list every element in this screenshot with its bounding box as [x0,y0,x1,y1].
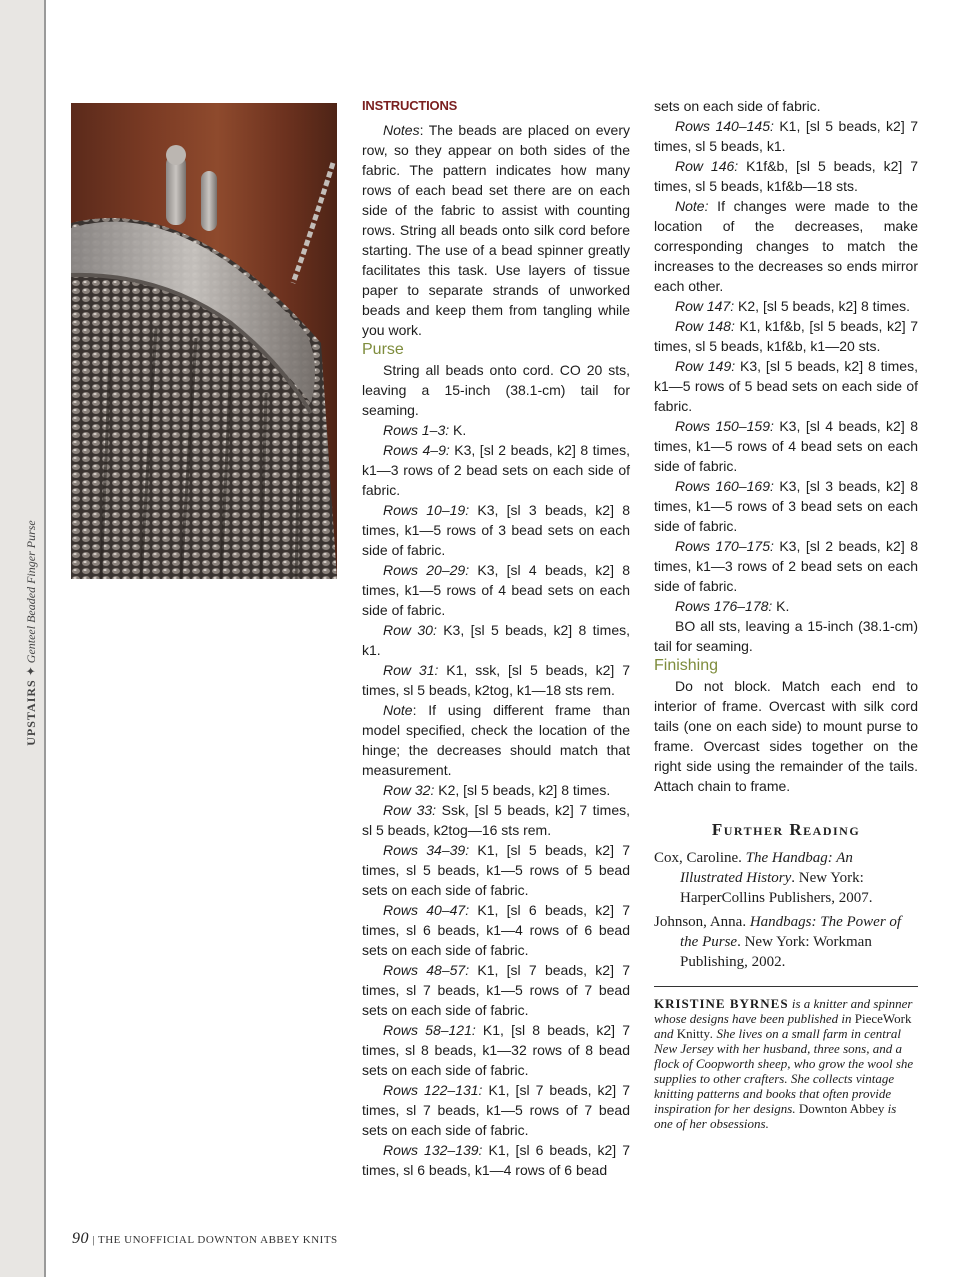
row-label: Rows 58–121: [383,1022,476,1038]
footer-separator: | [92,1234,95,1246]
bind-off-text: BO all sts, leaving a 15-inch (38.1-cm) tail for seaming. [654,618,918,654]
row-text: K3, [sl 2 beads, k2] 8 times, k1—3 rows of 2 bead sets on each side of fabric. [362,442,630,498]
running-side-label [24,443,42,823]
page-number: 90 [72,1230,89,1247]
row-text: K3, [sl 4 beads, k2] 8 times, k1—5 rows of 4 bead sets on each side of fabric. [654,418,918,474]
row-instruction [654,296,918,316]
row-text: K1f&b, [sl 5 beads, k2] 7 times, sl 5 beads, k1f&b—18 sts. [654,158,918,194]
notes-text: : The beads are placed on every row, so they appear on both sides of the fabric. The pattern indicates how many rows of each bead set there are on each side of the fabric to assist with counting rows. String all beads onto silk cord before starting. The use of a bead spinner greatly facilitates this task. Use layers of tissue paper to separate strands of unworked beads and keep them from tangling while you work. [362,122,630,338]
row-text: K. [772,598,790,614]
row-instruction [362,620,630,660]
row-label: Note: [675,198,709,214]
row-label: Rows 150–159: [675,418,774,434]
row-label: Row 30: [383,622,437,638]
beaded-purse-photo [71,103,337,579]
instructions-column [362,96,630,1180]
row-text: K1, [sl 8 beads, k2] 7 times, sl 8 beads, k1—32 rows of 8 bead sets on each side of fabric. [362,1022,630,1078]
row-instruction [362,1080,630,1140]
row-text: Ssk, [sl 5 beads, k2] 7 times, sl 5 beads, k2tog—16 sts rem. [362,802,631,838]
row-text: K1, [sl 7 beads, k2] 7 times, sl 7 beads, k1—5 rows of 7 bead sets on each side of fabric. [362,1082,630,1138]
row-instruction [362,420,630,440]
row-instruction [654,156,918,196]
row-instruction [362,500,630,560]
finishing-heading: Finishing [654,657,719,674]
row-text: K3, [sl 2 beads, k2] 8 times, k1—3 rows of 2 bead sets on each side of fabric. [654,538,918,594]
purse-intro: String all beads onto cord. CO 20 sts, leaving a 15-inch (38.1-cm) tail for seaming. [362,362,630,418]
reference-item [654,848,918,908]
row-instruction [362,900,630,960]
bio-text-1: is a knitter and spinner whose designs have been published in [654,996,913,1026]
row-instruction [362,1140,630,1180]
bio-publication-3: Downton Abbey [798,1101,885,1116]
further-reading-title: Further Reading [711,820,861,839]
instructions-column-continued [654,96,918,1131]
row-label: Rows 1–3: [383,422,450,438]
row-label: Rows 34–39: [383,842,470,858]
row-text: K1, [sl 5 beads, k2] 7 times, sl 5 beads, k1—5 rows of 5 bead sets on each side of fabric. [362,842,631,898]
rows-list [362,420,630,1180]
row-label: Row 149: [675,358,736,374]
row-label: Rows 10–19: [383,502,470,518]
reference-title: The Handbag: An Illustrated History [680,850,853,886]
purse-heading: Purse [362,341,404,358]
row-text: K1, k1f&b, [sl 5 beads, k2] 7 times, sl 5 beads, k1f&b, k1—20 sts. [654,318,918,354]
row-instruction [654,316,918,356]
notes-paragraph [362,120,630,340]
row-instruction [654,536,918,596]
row-text: K1, [sl 6 beads, k2] 7 times, sl 6 beads, k1—4 rows of 6 bead sets on each side of fabric. [362,902,631,958]
reference-item [654,912,918,972]
finishing-text: Do not block. Match each end to interior of frame. Overcast with silk cord tails (one on each side) to mount purse to frame. Overcast sides together on the right side using the remainder of the tails. Attach chain to frame. [654,678,918,794]
row-instruction [362,780,630,800]
reference-list [654,848,918,972]
author-bio [654,986,918,1131]
row-label: Rows 170–175: [675,538,774,554]
bio-publication-1: PieceWork [854,1011,912,1026]
row-label: Rows 4–9: [383,442,450,458]
row-label: Rows 20–29: [383,562,470,578]
row-instruction [362,1020,630,1080]
row-instruction [362,700,630,780]
row-text: K1, [sl 5 beads, k2] 7 times, sl 5 beads, k1. [654,118,918,154]
separator-icon: ✦ [24,666,38,677]
row-text: K3, [sl 5 beads, k2] 8 times, k1—5 rows of 5 bead sets on each side of fabric. [654,358,918,414]
instructions-heading: INSTRUCTIONS [362,98,458,113]
row-instruction [654,356,918,416]
purse-illustration [71,103,337,579]
section-name: UPSTAIRS [24,679,38,746]
row-label: Note [383,702,413,718]
reference-author: Johnson, Anna. [654,914,750,930]
row-instruction [654,476,918,536]
row-label: Row 146: [675,158,739,174]
row-text: K. [449,422,467,438]
row-label: Rows 140–145: [675,118,774,134]
row-text: If changes were made to the location of the decreases, make corresponding changes to match the increases to the decreases so ends mirror each other. [654,198,918,294]
row-text: K1, ssk, [sl 5 beads, k2] 7 times, sl 5 beads, k2tog, k1—18 sts rem. [362,662,630,698]
row-label: Row 33: [383,802,437,818]
row-instruction [654,596,918,616]
bio-text-4: is one of her obsessions. [654,1101,897,1131]
continued-text: sets on each side of fabric. [654,98,821,114]
bio-text-3: . She lives on a small farm in central New Jersey with her husband, three sons, and a flock of Coopworth sheep, who grow the wool she supplies to other crafters. She collects vintage knitting patterns and books that often provide inspiration for her designs. [654,1026,914,1116]
row-text: : If using different frame than model specified, check the location of the hinge; the decreases should match that measurement. [362,702,630,778]
reference-rest: . New York: HarperCollins Publishers, 2007. [680,870,873,906]
row-text: K1, [sl 6 beads, k2] 7 times, sl 6 beads, k1—4 rows of 6 bead [362,1142,630,1178]
row-text: K3, [sl 3 beads, k2] 8 times, k1—5 rows of 3 bead sets on each side of fabric. [362,502,631,558]
bio-publication-2: Knitty [676,1026,710,1041]
further-reading-heading [654,820,918,840]
row-label: Rows 40–47: [383,902,470,918]
reference-title: Handbags: The Power of the Purse [680,914,902,950]
page-footer [72,1230,338,1248]
row-label: Rows 122–131: [383,1082,483,1098]
row-instruction [362,800,630,840]
row-instruction [362,560,630,620]
row-label: Rows 160–169: [675,478,774,494]
row-instruction [362,840,630,900]
row-text: K3, [sl 4 beads, k2] 8 times, k1—5 rows of 4 bead sets on each side of fabric. [362,562,631,618]
book-title: THE UNOFFICIAL DOWNTON ABBEY KNITS [98,1234,338,1246]
notes-label: Notes [383,122,420,138]
reference-author: Cox, Caroline. [654,850,746,866]
row-text: K2, [sl 5 beads, k2] 8 times. [734,298,911,314]
row-instruction [654,196,918,296]
row-label: Row 32: [383,782,435,798]
row-instruction [362,440,630,500]
row-text: K2, [sl 5 beads, k2] 8 times. [434,782,611,798]
row-text: K3, [sl 3 beads, k2] 8 times, k1—5 rows of 3 bead sets on each side of fabric. [654,478,918,534]
row-text: K3, [sl 5 beads, k2] 8 times, k1. [362,622,630,658]
row-label: Rows 176–178: [675,598,773,614]
row-instruction [654,416,918,476]
row-label: Row 147: [675,298,735,314]
row-instruction [362,960,630,1020]
row-text: K1, [sl 7 beads, k2] 7 times, sl 7 beads, k1—5 rows of 7 bead sets on each side of fabric. [362,962,631,1018]
bio-text-2: and [654,1026,677,1041]
row-instruction [362,660,630,700]
row-label: Rows 48–57: [383,962,470,978]
chapter-subtitle: Genteel Beaded Finger Purse [24,520,38,664]
row-label: Rows 132–139: [383,1142,483,1158]
row-label: Row 31: [383,662,439,678]
row-label: Row 148: [675,318,735,334]
reference-rest: . New York: Workman Publishing, 2002. [680,934,872,970]
rows-list-continued [654,116,918,616]
row-instruction [654,116,918,156]
author-name: KRISTINE BYRNES [654,996,789,1011]
